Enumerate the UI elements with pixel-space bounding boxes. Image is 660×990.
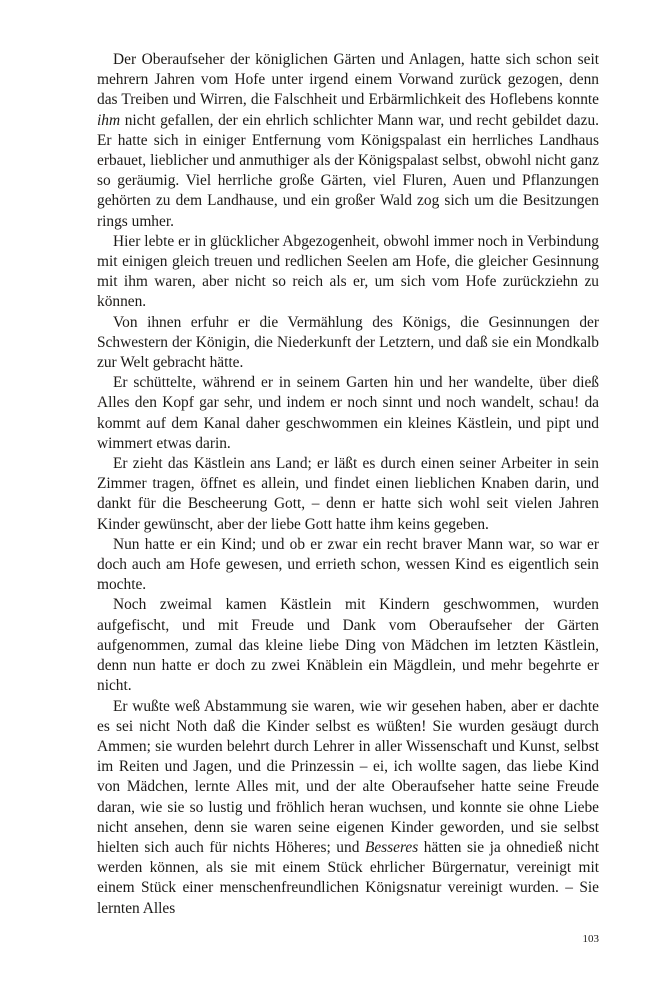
text-run: hätten sie ja ohnedieß nicht werden können, als sie mit einem Stück ehrlicher Bürgernatur, vereinigt mit einem Stück einer menschenfreundlichen Königsnatur vereinigt wurden. – Sie lernten Alles [97, 838, 599, 917]
paragraph [97, 313, 599, 374]
text-run: Hier lebte er in glücklicher Abgezogenheit, obwohl immer noch in Verbindung mit einigen gleich treuen und redlichen Seelen am Hofe, die gleicher Gesinnung mit ihm waren, aber nicht so reich als er, um sich vom Hofe zurückziehn zu können. [97, 232, 599, 311]
text-run: Der Oberaufseher der königlichen Gärten und Anlagen, hatte sich schon seit mehrern Jahren vom Hofe unter irgend einem Vorwand zurück gezogen, denn das Treiben und Wirren, die Falschheit und Erbärmlichkeit des Hoflebens konnte [97, 51, 599, 109]
italic-text-run: Besseres [364, 838, 419, 856]
text-run: Von ihnen erfuhr er die Vermählung des Königs, die Gesinnungen der Schwestern der Königin, die Niederkunft der Letztern, und daß sie ein Mondkalb zur Welt gebracht hätte. [97, 313, 599, 372]
body-text [97, 50, 599, 919]
paragraph [97, 697, 599, 919]
paragraph [97, 232, 599, 313]
paragraph [97, 595, 599, 696]
page-number: 103 [582, 933, 599, 945]
paragraph [97, 535, 599, 596]
text-run: Er zieht das Kästlein ans Land; er läßt es durch einen seiner Arbeiter in sein Zimmer tragen, öffnet es allein, und findet einen lieblichen Knaben darin, und dankt für die Bescheerung Gott, – denn er hatte sich wohl seit vielen Jahren Kinder gewünscht, aber der liebe Gott hatte ihm keins gegeben. [97, 455, 599, 533]
paragraph [97, 454, 599, 535]
text-run: Er wußte weß Abstammung sie waren, wie wir gesehen haben, aber er dachte es sei nicht Noth daß die Kinder selbst es wüßten! Sie wurden gesäugt durch Ammen; sie wurden belehrt durch Lehrer in aller Wissenschaft und Kunst, selbst im Reiten und Jagen, und die Prinzessin – ei, ich wollte sagen, das liebe Kind von Mädchen, lernte Alles mit, und der alte Oberaufseher hatte seine Freude daran, wie sie so lustig und fröhlich heran wuchsen, und konnte sie ohne Liebe nicht ansehen, denn sie waren seine eigenen Kinder geworden, und sie selbst hielten sich auch für nichts Höheres; und [97, 697, 599, 856]
text-run: nicht gefallen, der ein ehrlich schlichter Mann war, und recht gebildet dazu. Er hatte sich in einiger Entfernung vom Königspalast ein herrliches Landhaus erbauet, lieblicher und anmuthiger als der Königspalast selbst, obwohl nicht ganz so geräumig. Viel herrliche große Gärten, viel Fluren, Auen und Pflanzungen gehörten zu dem Landhause, und ein großer Wald zog sich um die Besitzungen rings umher. [97, 111, 599, 230]
text-run: Nun hatte er ein Kind; und ob er zwar ein recht braver Mann war, so war er doch auch am Hofe gewesen, und errieth schon, wessen Kind es eigentlich sein mochte. [97, 535, 599, 594]
paragraph [97, 50, 599, 232]
text-run: Er schüttelte, während er in seinem Garten hin und her wandelte, über dieß Alles den Kopf gar sehr, und indem er noch sinnt und noch wandelt, schau! da kommt auf dem Kanal daher geschwommen ein kleines Kästlein, und pipt und wimmert etwas darin. [97, 374, 599, 452]
text-run: Noch zweimal kamen Kästlein mit Kindern geschwommen, wurden aufgefischt, und mit Freude und Dank vom Oberaufseher der Gärten aufgenommen, zumal das kleine liebe Ding von Mädchen im letzten Kästlein, denn nun hatte er doch zu zwei Knäblein ein Mägdlein, und mehr begehrte er nicht. [97, 596, 599, 695]
italic-text-run: ihm [97, 111, 121, 129]
paragraph [97, 373, 599, 454]
